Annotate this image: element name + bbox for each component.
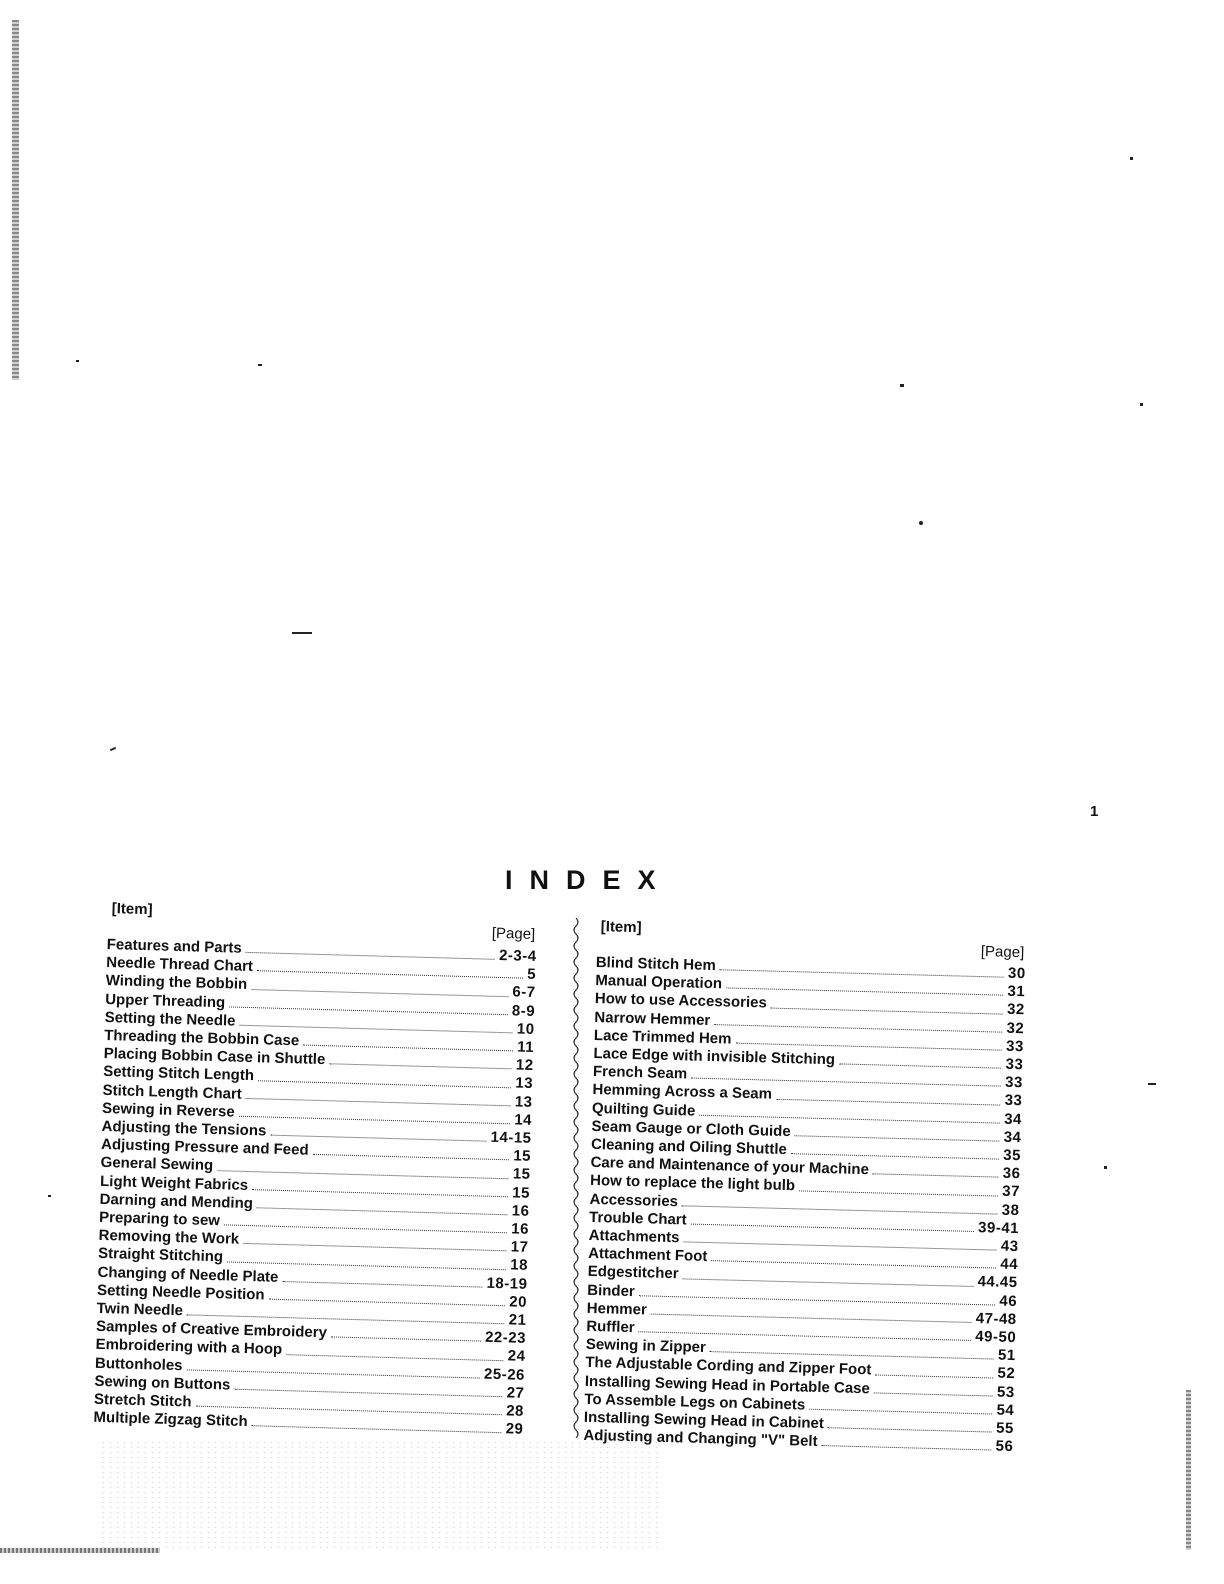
index-entry-page: 32	[1006, 1019, 1025, 1037]
index-entry-item: Light Weight Fabrics	[99, 1172, 249, 1194]
index-entry-item: Hemming Across a Seam	[592, 1081, 773, 1104]
dot-leader	[331, 1336, 481, 1342]
index-entry-page: 20	[509, 1293, 528, 1311]
item-column-header: [Item]	[111, 900, 153, 919]
index-entry-page: 54	[996, 1401, 1015, 1419]
index-entry-item: Twin Needle	[96, 1299, 184, 1320]
index-entry-item: Adjusting Pressure and Feed	[100, 1136, 309, 1159]
index-entry-item: Sewing in Reverse	[101, 1099, 235, 1121]
dot-leader	[828, 1426, 992, 1432]
index-entry-item: Removing the Work	[98, 1227, 240, 1249]
index-entry-item: Upper Threading	[104, 990, 226, 1011]
dot-leader	[282, 1280, 482, 1288]
index-entry-page: 24	[507, 1347, 526, 1366]
index-entry-item: Threading the Bobbin Case	[103, 1026, 300, 1050]
index-entry-page: 51	[997, 1346, 1016, 1365]
index-entry-page: 11	[516, 1038, 535, 1056]
scan-speck	[1140, 403, 1143, 406]
scan-speck	[48, 1195, 51, 1197]
index-entry-page: 22-23	[484, 1328, 527, 1348]
index-entry-item: Blind Stitch Hem	[595, 953, 717, 975]
index-entry-page: 17	[510, 1238, 529, 1257]
index-entry-page: 33	[1005, 1055, 1024, 1074]
index-column-left	[93, 900, 538, 1439]
index-entry-page: 14	[514, 1111, 533, 1129]
dot-leader	[312, 1153, 509, 1160]
index-entry-page: 47-48	[975, 1309, 1017, 1328]
index-entry-page: 36	[1002, 1164, 1021, 1183]
dot-leader	[286, 1353, 504, 1361]
scan-speck	[76, 360, 79, 362]
index-entry-item: Attachments	[588, 1226, 680, 1247]
index-entry-page: 15	[513, 1147, 532, 1166]
index-entry-item: Placing Bobbin Case in Shuttle	[103, 1045, 326, 1069]
scan-speck	[110, 747, 116, 751]
index-title: INDEX	[505, 865, 673, 895]
index-entry-item: To Assemble Legs on Cabinets	[584, 1390, 806, 1414]
dot-leader	[329, 1063, 512, 1070]
index-entry-page: 13	[514, 1093, 533, 1111]
index-entry-page: 8-9	[511, 1001, 536, 1020]
index-entry-item: Ruffler	[586, 1317, 635, 1337]
dot-leader	[791, 1152, 999, 1159]
index-entry-item: Darning and Mending	[99, 1190, 254, 1213]
index-entry-item: Buttonholes	[94, 1354, 183, 1374]
index-entry-page: 10	[516, 1020, 535, 1038]
index-entry-item: Setting the Needle	[104, 1008, 236, 1030]
index-entry-item: Adjusting the Tensions	[101, 1117, 267, 1140]
index-entry-page: 30	[1007, 964, 1026, 983]
index-entry-page: 49-50	[975, 1328, 1017, 1347]
index-entry-page: 43	[1000, 1237, 1019, 1256]
index-entry-page: 37	[1002, 1183, 1021, 1201]
dot-leader	[252, 1425, 502, 1434]
index-entry-page: 33	[1004, 1073, 1024, 1092]
dot-leader	[874, 1391, 993, 1396]
index-entry-page: 12	[515, 1056, 534, 1075]
index-entry-item: Multiple Zigzag Stitch	[93, 1409, 248, 1431]
dot-leader	[875, 1373, 993, 1378]
index-entry-page: 33	[1004, 1092, 1023, 1110]
index-entry-page: 15	[512, 1184, 531, 1202]
scan-speck	[1104, 1166, 1107, 1169]
index-entry-page: 32	[1006, 1001, 1025, 1019]
index-entry-item: Attachment Foot	[587, 1245, 708, 1266]
index-entry-page: 44.45	[977, 1273, 1018, 1292]
index-entry-item: Winding the Bobbin	[105, 972, 248, 994]
scan-speck	[1148, 1083, 1156, 1085]
index-entry-page: 34	[1003, 1128, 1022, 1147]
index-entry-page: 35	[1003, 1146, 1022, 1165]
index-entry-page: 15	[512, 1165, 531, 1184]
index-entry-item: Care and Maintenance of your Machine	[590, 1154, 870, 1179]
page-column-header: [Page]	[980, 943, 1025, 962]
index-entry-item: Installing Sewing Head in Portable Case	[584, 1372, 871, 1397]
scan-speck	[258, 364, 262, 366]
index-column-right	[583, 918, 1027, 1457]
index-entry-item: General Sewing	[100, 1154, 214, 1175]
index-entry-item: Sewing in Zipper	[585, 1336, 707, 1357]
index-entry-item: Sewing on Buttons	[94, 1372, 231, 1394]
index-entry-item: How to use Accessories	[594, 990, 768, 1012]
index-entry-page: 28	[505, 1402, 525, 1420]
index-entry-item: Seam Gauge or Cloth Guide	[591, 1117, 791, 1140]
index-entry-page: 53	[996, 1383, 1015, 1401]
index-entry-page: 5	[527, 965, 537, 984]
index-entry-item: Binder	[587, 1281, 635, 1300]
index-entry-page: 33	[1005, 1037, 1025, 1056]
dot-leader	[839, 1063, 1002, 1069]
index-entry-item: Adjusting and Changing "V" Belt	[583, 1427, 818, 1451]
scan-speck	[919, 521, 923, 525]
index-entry-page: 38	[1001, 1201, 1020, 1219]
index-entry-item: Quilting Guide	[591, 1099, 696, 1120]
index-entry-item: Embroidering with a Hoop	[95, 1336, 283, 1359]
scan-smudge	[100, 1440, 660, 1550]
index-entry-page: 34	[1003, 1110, 1023, 1128]
index-entry-item: Accessories	[589, 1190, 679, 1210]
dot-leader	[809, 1408, 992, 1415]
scan-speck	[900, 384, 904, 387]
index-entry-item: French Seam	[592, 1063, 688, 1083]
index-entry-item: Straight Stitching	[97, 1245, 224, 1266]
index-entry-page: 46	[999, 1292, 1018, 1310]
index-entry-page: 2-3-4	[498, 946, 537, 965]
index-entry-page: 16	[511, 1220, 530, 1238]
index-entry-page: 44	[1000, 1255, 1019, 1274]
index-entry-item: Features and Parts	[106, 935, 243, 957]
column-divider	[566, 918, 586, 1438]
index-entry-page: 31	[1007, 982, 1026, 1001]
index-entry-list	[93, 936, 537, 1439]
index-entry-item: Setting Stitch Length	[102, 1063, 255, 1085]
index-entry-page: 16	[511, 1202, 530, 1220]
dot-leader	[821, 1445, 991, 1451]
index-entry-item: Lace Edge with invisible Stitching	[593, 1044, 836, 1069]
index-entry-item: Installing Sewing Head in Cabinet	[583, 1408, 825, 1433]
dot-leader	[771, 1006, 1003, 1014]
scan-edge-right	[1186, 1390, 1191, 1550]
index-entry-page: 13	[515, 1074, 534, 1093]
index-entry-item: Changing of Needle Plate	[97, 1263, 279, 1286]
dot-leader	[303, 1044, 513, 1052]
index-entry-page: 21	[508, 1311, 527, 1329]
index-entry-item: Stretch Stitch	[93, 1390, 192, 1411]
index-entry-page: 29	[505, 1420, 524, 1439]
page-column-header: [Page]	[491, 924, 536, 943]
index-entry-item: Narrow Hemmer	[594, 1008, 711, 1029]
index-entry-item: Lace Trimmed Hem	[593, 1026, 732, 1048]
index-entry-item: Samples of Creative Embroidery	[95, 1318, 328, 1342]
index-entry-item: Preparing to sew	[98, 1208, 221, 1230]
index-entry-item: Stitch Length Chart	[102, 1081, 243, 1103]
index-entry-page: 14-15	[490, 1128, 532, 1147]
index-entry-item: Needle Thread Chart	[106, 954, 254, 976]
index-entry-item: Edgestitcher	[587, 1263, 679, 1283]
dot-leader	[776, 1097, 1001, 1105]
index-entry-page: 56	[995, 1437, 1014, 1456]
index-entry-item: The Adjustable Cording and Zipper Foot	[585, 1354, 872, 1379]
index-entry-page: 27	[506, 1384, 525, 1402]
index-entry-page: 39-41	[977, 1218, 1020, 1237]
index-entry-page: 18-19	[486, 1274, 528, 1293]
index-entry-item: Setting Needle Position	[96, 1281, 265, 1304]
dot-leader	[799, 1189, 998, 1196]
dot-leader	[873, 1173, 999, 1178]
index-entry-page: 52	[997, 1365, 1016, 1383]
index-entry-page: 25-26	[483, 1365, 526, 1384]
index-entry-item: Cleaning and Oiling Shuttle	[590, 1135, 788, 1159]
scan-speck	[292, 632, 312, 634]
index-entry-page: 6-7	[512, 983, 536, 1002]
page-number: 1	[1090, 803, 1099, 820]
scan-speck	[1130, 157, 1133, 160]
dot-leader	[795, 1134, 1000, 1141]
index-entry-item: Manual Operation	[595, 972, 723, 993]
item-column-header: [Item]	[600, 918, 642, 937]
index-entry-page: 55	[995, 1419, 1014, 1438]
index-entry-page: 18	[510, 1256, 529, 1275]
scan-edge-left	[12, 20, 19, 380]
index-entry-list	[583, 954, 1026, 1457]
index-entry-item: Hemmer	[586, 1299, 648, 1319]
index-entry-item: Trouble Chart	[588, 1208, 687, 1229]
index-entry-item: How to replace the light bulb	[589, 1172, 796, 1195]
dot-leader	[270, 1134, 486, 1142]
